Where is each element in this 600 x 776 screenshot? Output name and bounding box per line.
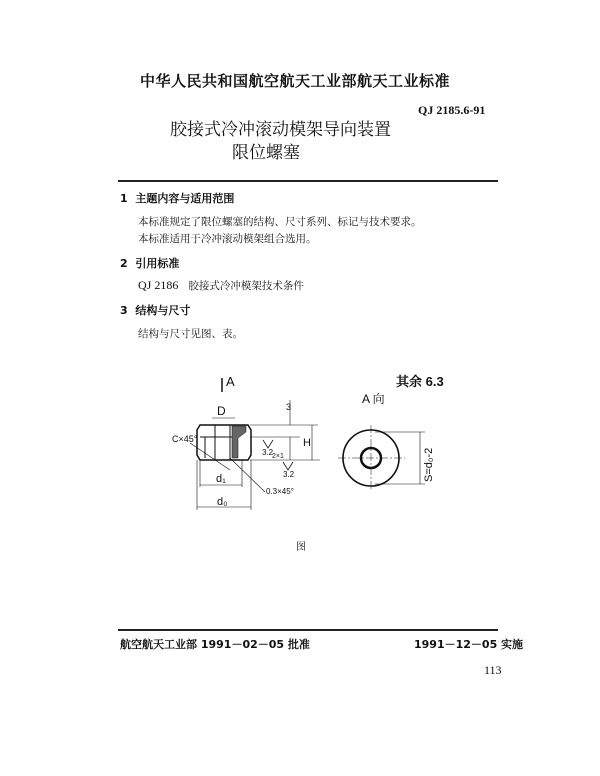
reference-code: QJ 2186 [138,278,179,292]
paragraph: 结构与尺寸见图、表。 [138,328,243,340]
section-title: 引用标准 [135,257,180,270]
dim-S: S=d₀-2 [423,447,435,482]
approval-info: 航空航天工业部 1991－02－05 批准 [120,638,310,651]
dim-d0: d₀ [217,496,228,508]
section-number: 1 [120,192,128,205]
paragraph: 本标准规定了限位螺塞的结构、尺寸系列、标记与技术要求。 [138,216,422,228]
figure-caption: 图 [296,542,306,553]
document-title: 胶接式冷冲滚动模架导向装置 [170,120,391,140]
page-number: 113 [484,663,502,677]
paragraph: 本标准适用于冷冲滚动模架组合选用。 [138,233,317,245]
roughness-label: 3.2 [262,448,274,457]
issuing-organization: 中华人民共和国航空航天工业部航天工业标准 [140,72,451,90]
section-number: 3 [120,304,128,317]
document-subtitle: 限位螺塞 [232,143,300,163]
side-view [190,400,320,510]
section-title: 主题内容与适用范围 [135,192,235,205]
end-view [338,425,425,490]
roughness-note: 其余 6.3 [396,374,444,389]
dim-D: D [217,404,226,418]
section-number: 2 [120,257,128,270]
reference-title: 胶接式冷冲模架技术条件 [188,280,304,292]
dim-3: 3 [286,402,292,412]
roughness-label: 3.2 [283,470,295,479]
dim-d1: d₁ [216,473,226,485]
section-mark: A [226,374,235,389]
footer-rule [118,629,498,631]
view-label: A 向 [362,392,385,406]
effective-date: 1991－12－05 实施 [414,638,524,651]
section-title: 结构与尺寸 [135,304,191,317]
chamfer-03-label: 0.3×45° [266,487,294,496]
standard-code: QJ 2185.6-91 [418,103,486,117]
chamfer-label: C×45° [172,434,198,444]
dim-H: H [303,437,311,449]
dim-2x1: 2×1 [272,453,284,460]
